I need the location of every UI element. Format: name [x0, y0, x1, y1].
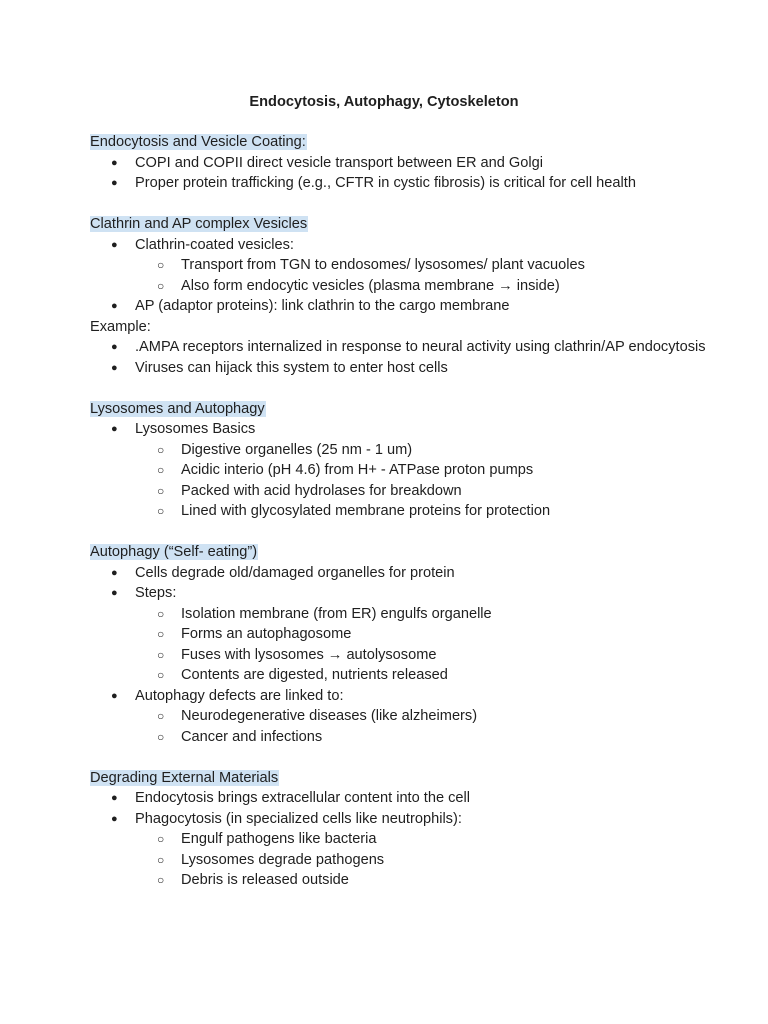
bullet-item: ● Endocytosis brings extracellular content into the cell [90, 788, 710, 809]
document-title: Endocytosis, Autophagy, Cytoskeleton [249, 94, 519, 110]
bullet-list [90, 563, 710, 748]
sub-bullet-item: ○ Also form endocytic vesicles (plasma membrane → inside) [90, 276, 710, 297]
section-heading: Autophagy (“Self- eating”) [90, 544, 258, 560]
sub-bullet-item: ○ Digestive organelles (25 nm - 1 um) [90, 440, 710, 461]
bullet-item: ● Proper protein trafficking (e.g., CFTR in cystic fibrosis) is critical for cell health [90, 173, 710, 194]
section-heading-row [90, 132, 710, 153]
sub-bullet-item: ○ Transport from TGN to endosomes/ lysosomes/ plant vacuoles [90, 255, 710, 276]
example-list [90, 337, 710, 378]
sub-bullet-item: ○ Lysosomes degrade pathogens [90, 850, 710, 871]
document-body [90, 132, 710, 911]
bullet-item: ● Clathrin-coated vesicles: [90, 235, 710, 256]
section-heading: Lysosomes and Autophagy [90, 400, 265, 417]
sub-bullet-item: ○ Forms an autophagosome [90, 624, 710, 645]
bullet-list [90, 788, 710, 891]
example-label: Example: [90, 318, 151, 335]
bullet-item: ● Autophagy defects are linked to: [90, 686, 710, 707]
sub-bullet-item: ○ Lined with glycosylated membrane proteins for protection [90, 501, 710, 522]
sub-bullet-item: ○ Engulf pathogens like bacteria [90, 829, 710, 850]
sub-bullet-item: ○ Neurodegenerative diseases (like alzheimers) [90, 706, 710, 727]
sub-bullet-item: ○ Fuses with lysosomes → autolysosome [90, 645, 710, 666]
bullet-item: ● Cells degrade old/damaged organelles for protein [90, 563, 710, 584]
bullet-item: ● .AMPA receptors internalized in response to neural activity using clathrin/AP endocytosis [90, 337, 710, 358]
bullet-item: ● Lysosomes Basics [90, 419, 710, 440]
sub-bullet-item: ○ Cancer and infections [90, 727, 710, 748]
section-heading-row [90, 214, 710, 235]
sub-bullet-item: ○ Packed with acid hydrolases for breakdown [90, 481, 710, 502]
sub-bullet-item: ○ Acidic interio (pH 4.6) from H+ - ATPase proton pumps [90, 460, 710, 481]
section [90, 542, 710, 747]
bullet-item: ● Viruses can hijack this system to enter host cells [90, 358, 710, 379]
section [90, 132, 710, 194]
section [90, 768, 710, 891]
section-heading-row [90, 399, 710, 420]
bullet-item: ● COPI and COPII direct vesicle transport between ER and Golgi [90, 153, 710, 174]
sub-bullet-item: ○ Contents are digested, nutrients released [90, 665, 710, 686]
bullet-list [90, 153, 710, 194]
bullet-item: ● Phagocytosis (in specialized cells like neutrophils): [90, 809, 710, 830]
section [90, 399, 710, 522]
sub-bullet-item: ○ Isolation membrane (from ER) engulfs organelle [90, 604, 710, 625]
section [90, 214, 710, 378]
bullet-item: ● Steps: [90, 583, 710, 604]
section-heading-row [90, 768, 710, 789]
bullet-list [90, 235, 710, 317]
bullet-item: ● AP (adaptor proteins): link clathrin to the cargo membrane [90, 296, 710, 317]
section-heading: Degrading External Materials [90, 769, 279, 786]
sub-bullet-item: ○ Debris is released outside [90, 870, 710, 891]
section-heading-row [90, 542, 710, 563]
bullet-list [90, 419, 710, 522]
section-heading: Endocytosis and Vesicle Coating: [90, 134, 306, 150]
section-heading: Clathrin and AP complex Vesicles [90, 216, 308, 232]
